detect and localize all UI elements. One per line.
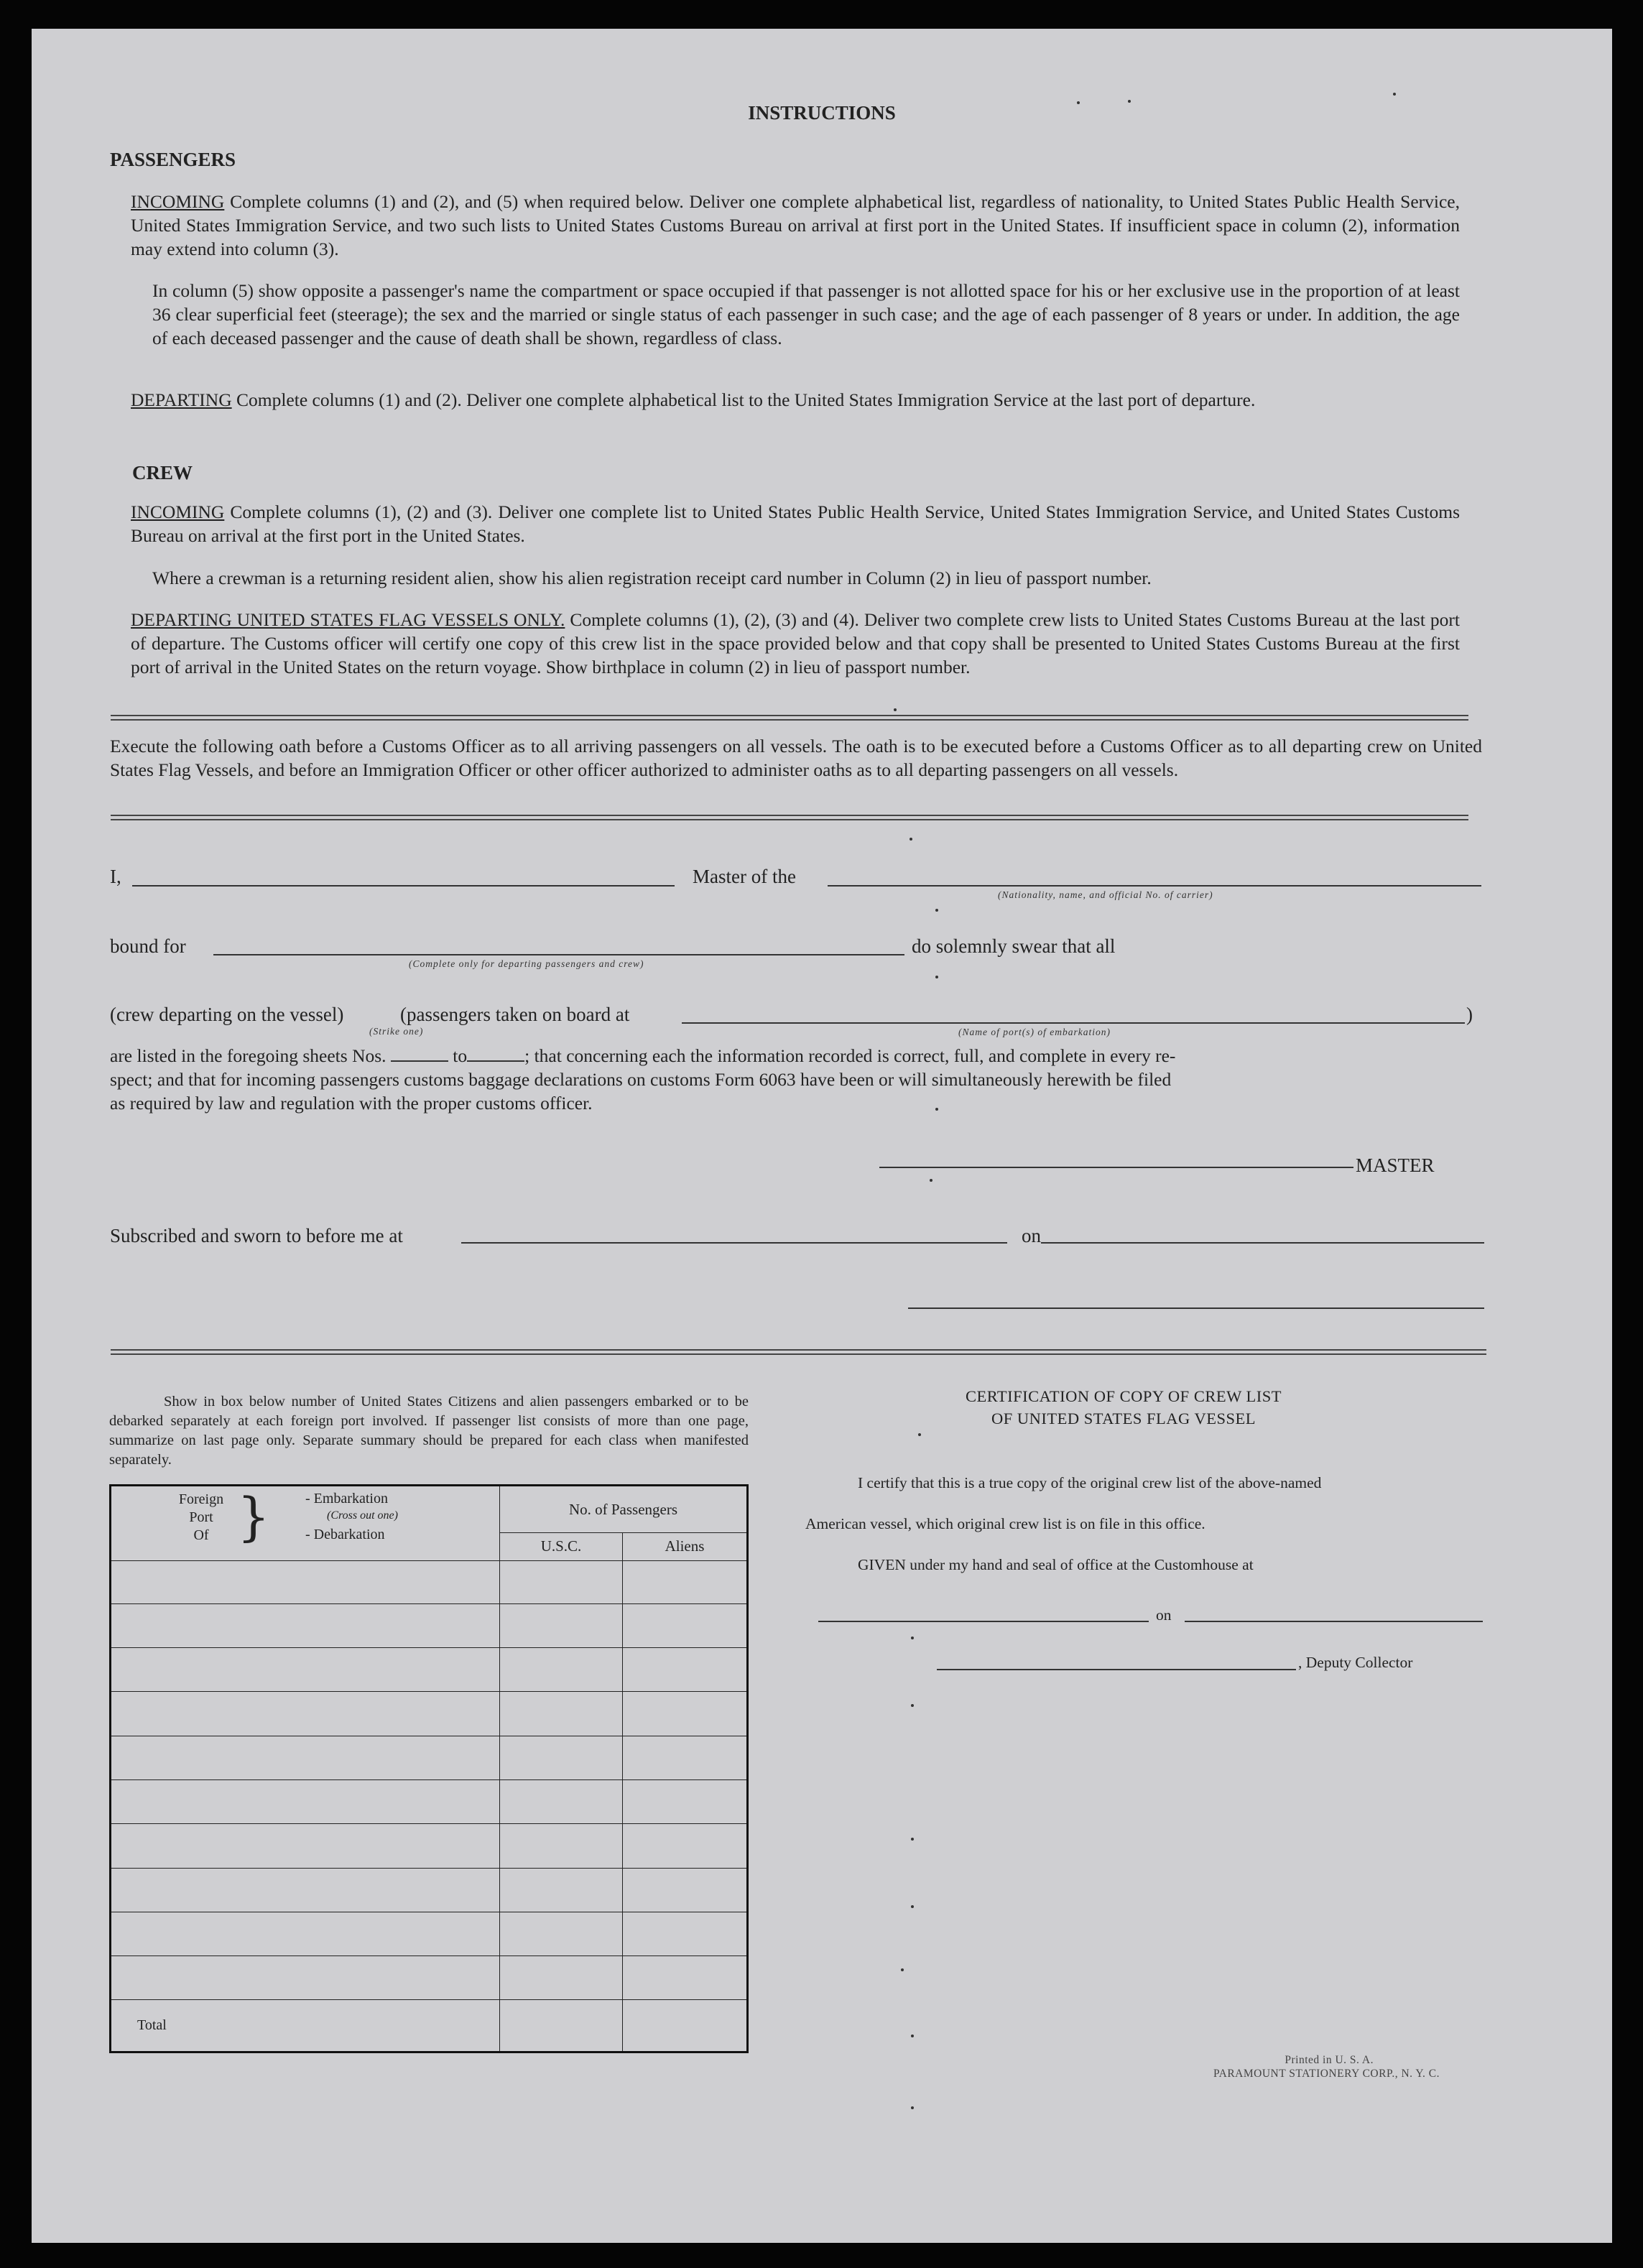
table-row — [111, 1912, 748, 1955]
aliens-cell[interactable] — [623, 1912, 748, 1955]
aliens-cell[interactable] — [623, 1648, 748, 1692]
close-paren: ) — [1466, 1004, 1473, 1025]
sheets-statement-line3: as required by law and regulation with the proper customs officer. — [110, 1093, 593, 1114]
speck — [911, 1704, 914, 1707]
bound-for-note: (Complete only for departing passengers and crew) — [409, 958, 644, 969]
crew-heading: CREW — [132, 462, 193, 483]
passengers-departing-instructions — [131, 388, 1460, 412]
usc-cell[interactable] — [500, 1868, 623, 1912]
usc-cell[interactable] — [500, 1692, 623, 1736]
speck — [911, 1838, 914, 1841]
subscribed-date-field[interactable] — [1041, 1242, 1484, 1244]
oath-i-label: I, — [110, 866, 121, 887]
aliens-header: Aliens — [623, 1533, 748, 1560]
sheets-to-field[interactable] — [467, 1060, 524, 1062]
crew-departing-label: DEPARTING UNITED STATES FLAG VESSELS ONLY. — [131, 609, 565, 630]
port-cell[interactable] — [111, 1603, 500, 1647]
master-name-field[interactable] — [132, 885, 675, 887]
crew-departing-option[interactable]: (crew departing on the vessel) — [110, 1004, 344, 1025]
sheets-statement — [110, 1044, 1486, 1068]
aliens-cell[interactable] — [623, 1692, 748, 1736]
certification-date-field[interactable] — [1185, 1621, 1483, 1622]
speck — [935, 1108, 938, 1111]
vessel-field-note: (Nationality, name, and official No. of carrier) — [998, 889, 1213, 900]
total-label: Total — [111, 2000, 500, 2052]
printed-in-usa: Printed in U. S. A. — [1285, 2054, 1374, 2066]
divider — [111, 815, 1468, 820]
certification-heading-line2: OF UNITED STATES FLAG VESSEL — [991, 1410, 1256, 1427]
passengers-departing-text: Complete columns (1) and (2). Deliver one complete alphabetical list to the United States Immigration Service at the last port of departure. — [231, 389, 1256, 410]
debarkation-option[interactable]: - Debarkation — [305, 1527, 385, 1542]
table-row — [111, 1868, 748, 1912]
passengers-column5-instructions: In column (5) show opposite a passenger's name the compartment or space occupied if that passenger is not allotted space for his or her exclusive use in the proportion of at least 36 clear superficial feet (steerage); the sex and the married or single status of each passenger in such case; and the age of each passenger of 8 years or under. In addition, the age of each deceased passenger and the cause of death shall be shown, regardless of class. — [152, 280, 1460, 348]
master-signature-label: MASTER — [1356, 1154, 1435, 1176]
table-row — [111, 1603, 748, 1647]
subscribed-label: Subscribed and sworn to before me at — [110, 1225, 403, 1246]
aliens-cell[interactable] — [623, 1780, 748, 1824]
port-cell[interactable] — [111, 1912, 500, 1955]
master-signature-field[interactable] — [879, 1167, 1353, 1168]
certification-heading-line1: CERTIFICATION OF COPY OF CREW LIST — [965, 1387, 1282, 1405]
total-usc-cell[interactable] — [500, 2000, 623, 2052]
master-of-label: Master of the — [693, 866, 796, 887]
speck — [1077, 101, 1080, 104]
foreign-port-of-label — [176, 1491, 226, 1545]
bound-for-field[interactable] — [213, 954, 904, 955]
brace-icon: } — [237, 1486, 270, 1547]
speck — [918, 1433, 921, 1436]
port-cell[interactable] — [111, 1868, 500, 1912]
port-cell[interactable] — [111, 1824, 500, 1868]
passengers-incoming-text: Complete columns (1) and (2), and (5) when required below. Deliver one complete alphabetical list, regardless of nationality, to United States Public Health Service, United States Immigration Service, and two such lists to United States Customs Bureau on arrival at first port in the United States. If insufficient space in column (2), information may extend into column (3). — [131, 191, 1460, 259]
usc-cell[interactable] — [500, 1603, 623, 1647]
certification-text-line2: American vessel, which original crew list is on file in this office. — [805, 1515, 1205, 1532]
sheets-statement-text: ; that concerning each the information recorded is correct, full, and complete in every re- — [524, 1045, 1176, 1066]
table-row — [111, 1736, 748, 1779]
passengers-incoming-instructions — [131, 190, 1460, 261]
passenger-summary-table — [109, 1484, 749, 2053]
speck — [910, 838, 912, 841]
of-label: Of — [193, 1527, 209, 1543]
speck — [1128, 100, 1131, 103]
aliens-cell[interactable] — [623, 1824, 748, 1868]
port-cell[interactable] — [111, 1560, 500, 1603]
printer-imprint — [1124, 2053, 1440, 2080]
deputy-collector-label: , Deputy Collector — [1298, 1654, 1413, 1671]
table-row — [111, 1780, 748, 1824]
subscribed-on-label: on — [1022, 1225, 1041, 1246]
aliens-cell[interactable] — [623, 1736, 748, 1779]
certification-on-label: on — [1156, 1606, 1172, 1624]
port-cell[interactable] — [111, 1956, 500, 2000]
crew-incoming-instructions — [131, 500, 1460, 547]
speck — [901, 1968, 904, 1971]
certification-text-line1: I certify that this is a true copy of the original crew list of the above-named — [858, 1474, 1322, 1491]
crew-incoming-text: Complete columns (1), (2) and (3). Deliver one complete list to United States Public Health Service, United States Immigration Service, and United States Customs Bureau on arrival at the first port in the United States. — [131, 501, 1460, 546]
foreign-label: Foreign — [178, 1491, 224, 1507]
strike-one-note: (Strike one) — [369, 1026, 424, 1037]
aliens-cell[interactable] — [623, 1603, 748, 1647]
oath-instructions: Execute the following oath before a Customs Officer as to all arriving passengers on all vessels. The oath is to be executed before a Customs Officer as to all departing crew on United States Flag Vessels, and before an Immigration Officer or other officer authorized to administer oaths as to all departing passengers on all vessels. — [110, 736, 1482, 780]
speck — [930, 1179, 932, 1182]
printer-name: PARAMOUNT STATIONERY CORP., N. Y. C. — [1213, 2068, 1440, 2080]
sheets-from-field[interactable] — [391, 1060, 448, 1062]
usc-cell[interactable] — [500, 1824, 623, 1868]
port-cell[interactable] — [111, 1648, 500, 1692]
cross-out-note: (Cross out one) — [327, 1509, 398, 1522]
crew-departing-instructions — [131, 608, 1460, 679]
table-row — [111, 1692, 748, 1736]
port-label: Port — [189, 1509, 213, 1525]
divider — [111, 1349, 1486, 1355]
usc-header: U.S.C. — [500, 1533, 623, 1560]
table-row — [111, 1824, 748, 1868]
departing-label: DEPARTING — [131, 389, 232, 410]
aliens-cell[interactable] — [623, 1560, 748, 1603]
deputy-collector-signature-field[interactable] — [937, 1669, 1296, 1670]
page-title: INSTRUCTIONS — [748, 102, 896, 124]
usc-cell[interactable] — [500, 1648, 623, 1692]
speck — [911, 2106, 914, 2109]
speck — [894, 708, 897, 711]
total-row — [111, 2000, 748, 2052]
divider — [111, 715, 1468, 721]
port-header-cell — [111, 1486, 500, 1561]
crew-departing-text: Complete columns (1), (2), (3) and (4). Deliver two complete crew lists to United States Customs Bureau at the last port of departure. The Customs officer will certify one copy of this crew list in the space provided below and that copy shall be presented to United States Customs Bureau at the first port of arrival in the United States on the return voyage. Show birthplace in column (2) in lieu of passport number. — [131, 609, 1460, 677]
usc-cell[interactable] — [500, 1956, 623, 2000]
form-page — [32, 29, 1612, 2243]
speck — [1393, 93, 1396, 96]
embarkation-port-note: (Name of port(s) of embarkation) — [958, 1027, 1111, 1037]
port-cell[interactable] — [111, 1780, 500, 1824]
sheets-statement-line2: spect; and that for incoming passengers customs baggage declarations on customs Form 6063 have been or will simultaneously herewith be filed — [110, 1069, 1172, 1090]
speck — [911, 1905, 914, 1908]
passengers-taken-option[interactable]: (passengers taken on board at — [400, 1004, 630, 1025]
usc-cell[interactable] — [500, 1912, 623, 1955]
no-passengers-header: No. of Passengers — [500, 1486, 748, 1533]
subscribed-place-field[interactable] — [461, 1242, 1007, 1244]
embarkation-option[interactable]: - Embarkation — [305, 1491, 388, 1506]
given-text: GIVEN under my hand and seal of office at the Customhouse at — [858, 1556, 1254, 1573]
table-row — [111, 1560, 748, 1603]
passengers-heading: PASSENGERS — [110, 149, 236, 170]
total-aliens-cell[interactable] — [623, 2000, 748, 2052]
incoming-label: INCOMING — [131, 191, 225, 212]
sheets-prefix: are listed in the foregoing sheets Nos. — [110, 1045, 387, 1066]
embarkation-port-field[interactable] — [682, 1022, 1465, 1024]
speck — [911, 2035, 914, 2037]
speck — [911, 1637, 914, 1639]
vessel-field[interactable] — [828, 885, 1481, 887]
crew-incoming-label: INCOMING — [131, 501, 225, 522]
crew-resident-alien-note: Where a crewman is a returning resident alien, show his alien registration receipt card number in Column (2) in lieu of passport number. — [152, 568, 1152, 588]
aliens-cell[interactable] — [623, 1868, 748, 1912]
customhouse-field[interactable] — [818, 1621, 1149, 1622]
officer-signature-field[interactable] — [908, 1307, 1484, 1309]
port-cell[interactable] — [111, 1736, 500, 1779]
table-row — [111, 1956, 748, 2000]
certification-heading — [807, 1385, 1440, 1430]
aliens-cell[interactable] — [623, 1956, 748, 2000]
summary-instructions: Show in box below number of United States Citizens and alien passengers embarked or to be debarked separately at each foreign port involved. If passenger list consists of more than one page, summarize on last page only. Separate summary should be prepared for each class when manifested separately. — [109, 1394, 749, 1468]
sheets-to-label: to — [453, 1045, 468, 1066]
table-row — [111, 1648, 748, 1692]
swear-label: do solemnly swear that all — [912, 935, 1116, 957]
speck — [935, 909, 938, 912]
speck — [935, 976, 938, 978]
usc-cell[interactable] — [500, 1780, 623, 1824]
bound-for-label: bound for — [110, 935, 186, 957]
port-cell[interactable] — [111, 1692, 500, 1736]
usc-cell[interactable] — [500, 1560, 623, 1603]
usc-cell[interactable] — [500, 1736, 623, 1779]
